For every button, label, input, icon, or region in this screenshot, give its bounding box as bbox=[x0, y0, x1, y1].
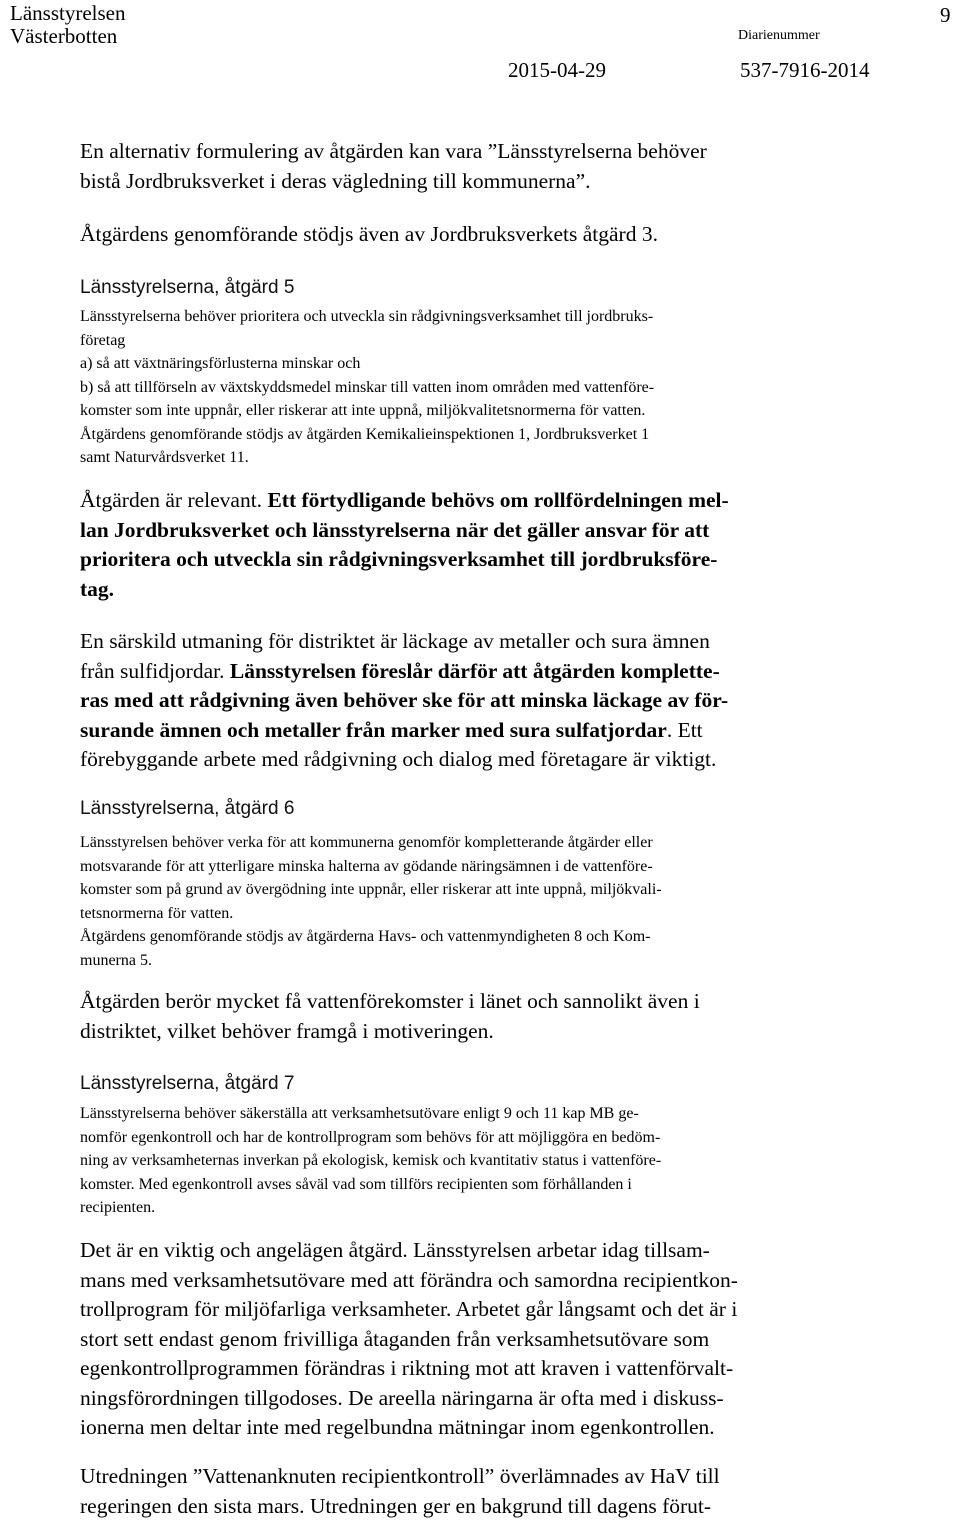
measure-text-atgard-6 bbox=[80, 831, 860, 972]
page-number: 9 bbox=[940, 3, 951, 27]
text-line: komster. Med egenkontroll avses såväl vad som tillförs recipienten som förhållanden i bbox=[80, 1175, 632, 1193]
section-heading-atgard-5: Länsstyrelserna, åtgärd 5 bbox=[80, 277, 295, 298]
text-line: tag. bbox=[80, 576, 115, 601]
diarienummer-value: 537-7916-2014 bbox=[740, 58, 870, 82]
section-heading-atgard-6: Länsstyrelserna, åtgärd 6 bbox=[80, 798, 295, 819]
text-line: nomför egenkontroll och har de kontrollprogram som behövs för att möjliggöra en bedöm- bbox=[80, 1128, 661, 1146]
comment-atgard-7 bbox=[80, 1236, 860, 1443]
text-line: trollprogram för miljöfarliga verksamheter. Arbetet går långsamt och det är i bbox=[80, 1297, 738, 1321]
text-line: Åtgärdens genomförande stödjs även av Jordbruksverkets åtgärd 3. bbox=[80, 222, 658, 246]
text-line: egenkontrollprogrammen förändras i riktning mot att kraven i vattenförvalt- bbox=[80, 1356, 734, 1380]
organization-name: Länsstyrelsen bbox=[10, 1, 126, 25]
text-line: surande ämnen och metaller från marker med sura sulfatjordar. Ett bbox=[80, 717, 703, 742]
organization-region: Västerbotten bbox=[10, 24, 118, 48]
text-line: distriktet, vilket behöver framgå i motiveringen. bbox=[80, 1018, 494, 1043]
comment-atgard-7-report bbox=[80, 1462, 860, 1521]
text-line: ras med att rådgivning även behöver ske för att minska läckage av för- bbox=[80, 688, 729, 712]
text-line: bistå Jordbruksverket i deras vägledning till kommunerna”. bbox=[80, 168, 591, 193]
text-line: från sulfidjordar. Länsstyrelsen föreslår därför att åtgärden komplette- bbox=[80, 658, 720, 683]
paragraph-support bbox=[80, 220, 860, 250]
text-line: prioritera och utveckla sin rådgivningsverksamhet till jordbruksföre- bbox=[80, 547, 718, 571]
text-line: Åtgärden berör mycket få vattenförekomster i länet och sannolikt även i bbox=[80, 989, 700, 1013]
text-line: munerna 5. bbox=[80, 951, 152, 969]
text-line: Länsstyrelserna behöver säkerställa att verksamhetsutövare enligt 9 och 11 kap MB ge- bbox=[80, 1105, 639, 1122]
text-line: recipienten. bbox=[80, 1199, 156, 1216]
text-line: ningsförordningen tillgodoses. De areella näringarna är ofta med i diskuss- bbox=[80, 1385, 724, 1410]
text-line: b) så att tillförseln av växtskyddsmedel minskar till vatten inom områden med vattenföre- bbox=[80, 378, 655, 396]
text-line: Åtgärdens genomförande stödjs av åtgärden Kemikalieinspektionen 1, Jordbruksverket 1 bbox=[80, 425, 650, 443]
comment-atgard-6 bbox=[80, 987, 860, 1046]
text-line: Åtgärdens genomförande stödjs av åtgärderna Havs- och vattenmyndigheten 8 och Kom- bbox=[80, 928, 651, 945]
text-line: mans med verksamhetsutövare med att förändra och samordna recipientkon- bbox=[80, 1267, 738, 1292]
text-line: Länsstyrelsen behöver verka för att kommunerna genomför kompletterande åtgärder eller bbox=[80, 834, 653, 851]
comment-atgard-5-sulfide bbox=[80, 627, 860, 775]
paragraph-alternative-formulation bbox=[80, 137, 860, 196]
text-line: Det är en viktig och angelägen åtgärd. Länsstyrelsen arbetar idag tillsam- bbox=[80, 1238, 710, 1262]
document-date: 2015-04-29 bbox=[508, 58, 606, 82]
text-line: lan Jordbruksverket och länsstyrelserna när det gäller ansvar för att bbox=[80, 517, 710, 542]
text-line: komster som inte uppnår, eller riskerar att inte uppnå, miljökvalitetsnormerna för vatten. bbox=[80, 402, 646, 419]
text-line: ning av verksamheternas inverkan på ekologisk, kemisk och kvantitativ status i vattenföre- bbox=[80, 1152, 662, 1169]
diarienummer-label: Diarienummer bbox=[738, 28, 820, 43]
text-line: företag bbox=[80, 331, 126, 349]
text-line: förebyggande arbete med rådgivning och dialog med företagare är viktigt. bbox=[80, 747, 717, 771]
text-line: stort sett endast genom frivilliga åtaganden från verksamhetsutövare som bbox=[80, 1326, 710, 1351]
text-line: komster som på grund av övergödning inte uppnår, eller riskerar att inte uppnå, miljökvali- bbox=[80, 881, 662, 898]
text-line: Utredningen ”Vattenanknuten recipientkontroll” överlämnades av HaV till bbox=[80, 1464, 720, 1488]
comment-atgard-5 bbox=[80, 486, 860, 604]
text-line: tetsnormerna för vatten. bbox=[80, 904, 234, 922]
text-line: Länsstyrelserna behöver prioritera och utveckla sin rådgivningsverksamhet till jordbruks- bbox=[80, 308, 654, 325]
text-line: samt Naturvårdsverket 11. bbox=[80, 449, 249, 466]
text-line: ionerna men deltar inte med regelbundna mätningar inom egenkontrollen. bbox=[80, 1415, 715, 1439]
text-line: En alternativ formulering av åtgärden kan vara ”Länsstyrelserna behöver bbox=[80, 139, 707, 163]
section-heading-atgard-7: Länsstyrelserna, åtgärd 7 bbox=[80, 1073, 295, 1094]
text-line: Åtgärden är relevant. Ett förtydligande behövs om rollfördelningen mel- bbox=[80, 488, 729, 512]
text-line: motsvarande för att ytterligare minska halterna av gödande näringsämnen i de vattenföre- bbox=[80, 857, 653, 875]
measure-text-atgard-5 bbox=[80, 305, 860, 470]
text-line: a) så att växtnäringsförlusterna minskar och bbox=[80, 355, 361, 372]
measure-text-atgard-7 bbox=[80, 1102, 860, 1220]
text-line: En särskild utmaning för distriktet är läckage av metaller och sura ämnen bbox=[80, 629, 710, 653]
text-line: regeringen den sista mars. Utredningen ger en bakgrund till dagens förut- bbox=[80, 1493, 712, 1518]
